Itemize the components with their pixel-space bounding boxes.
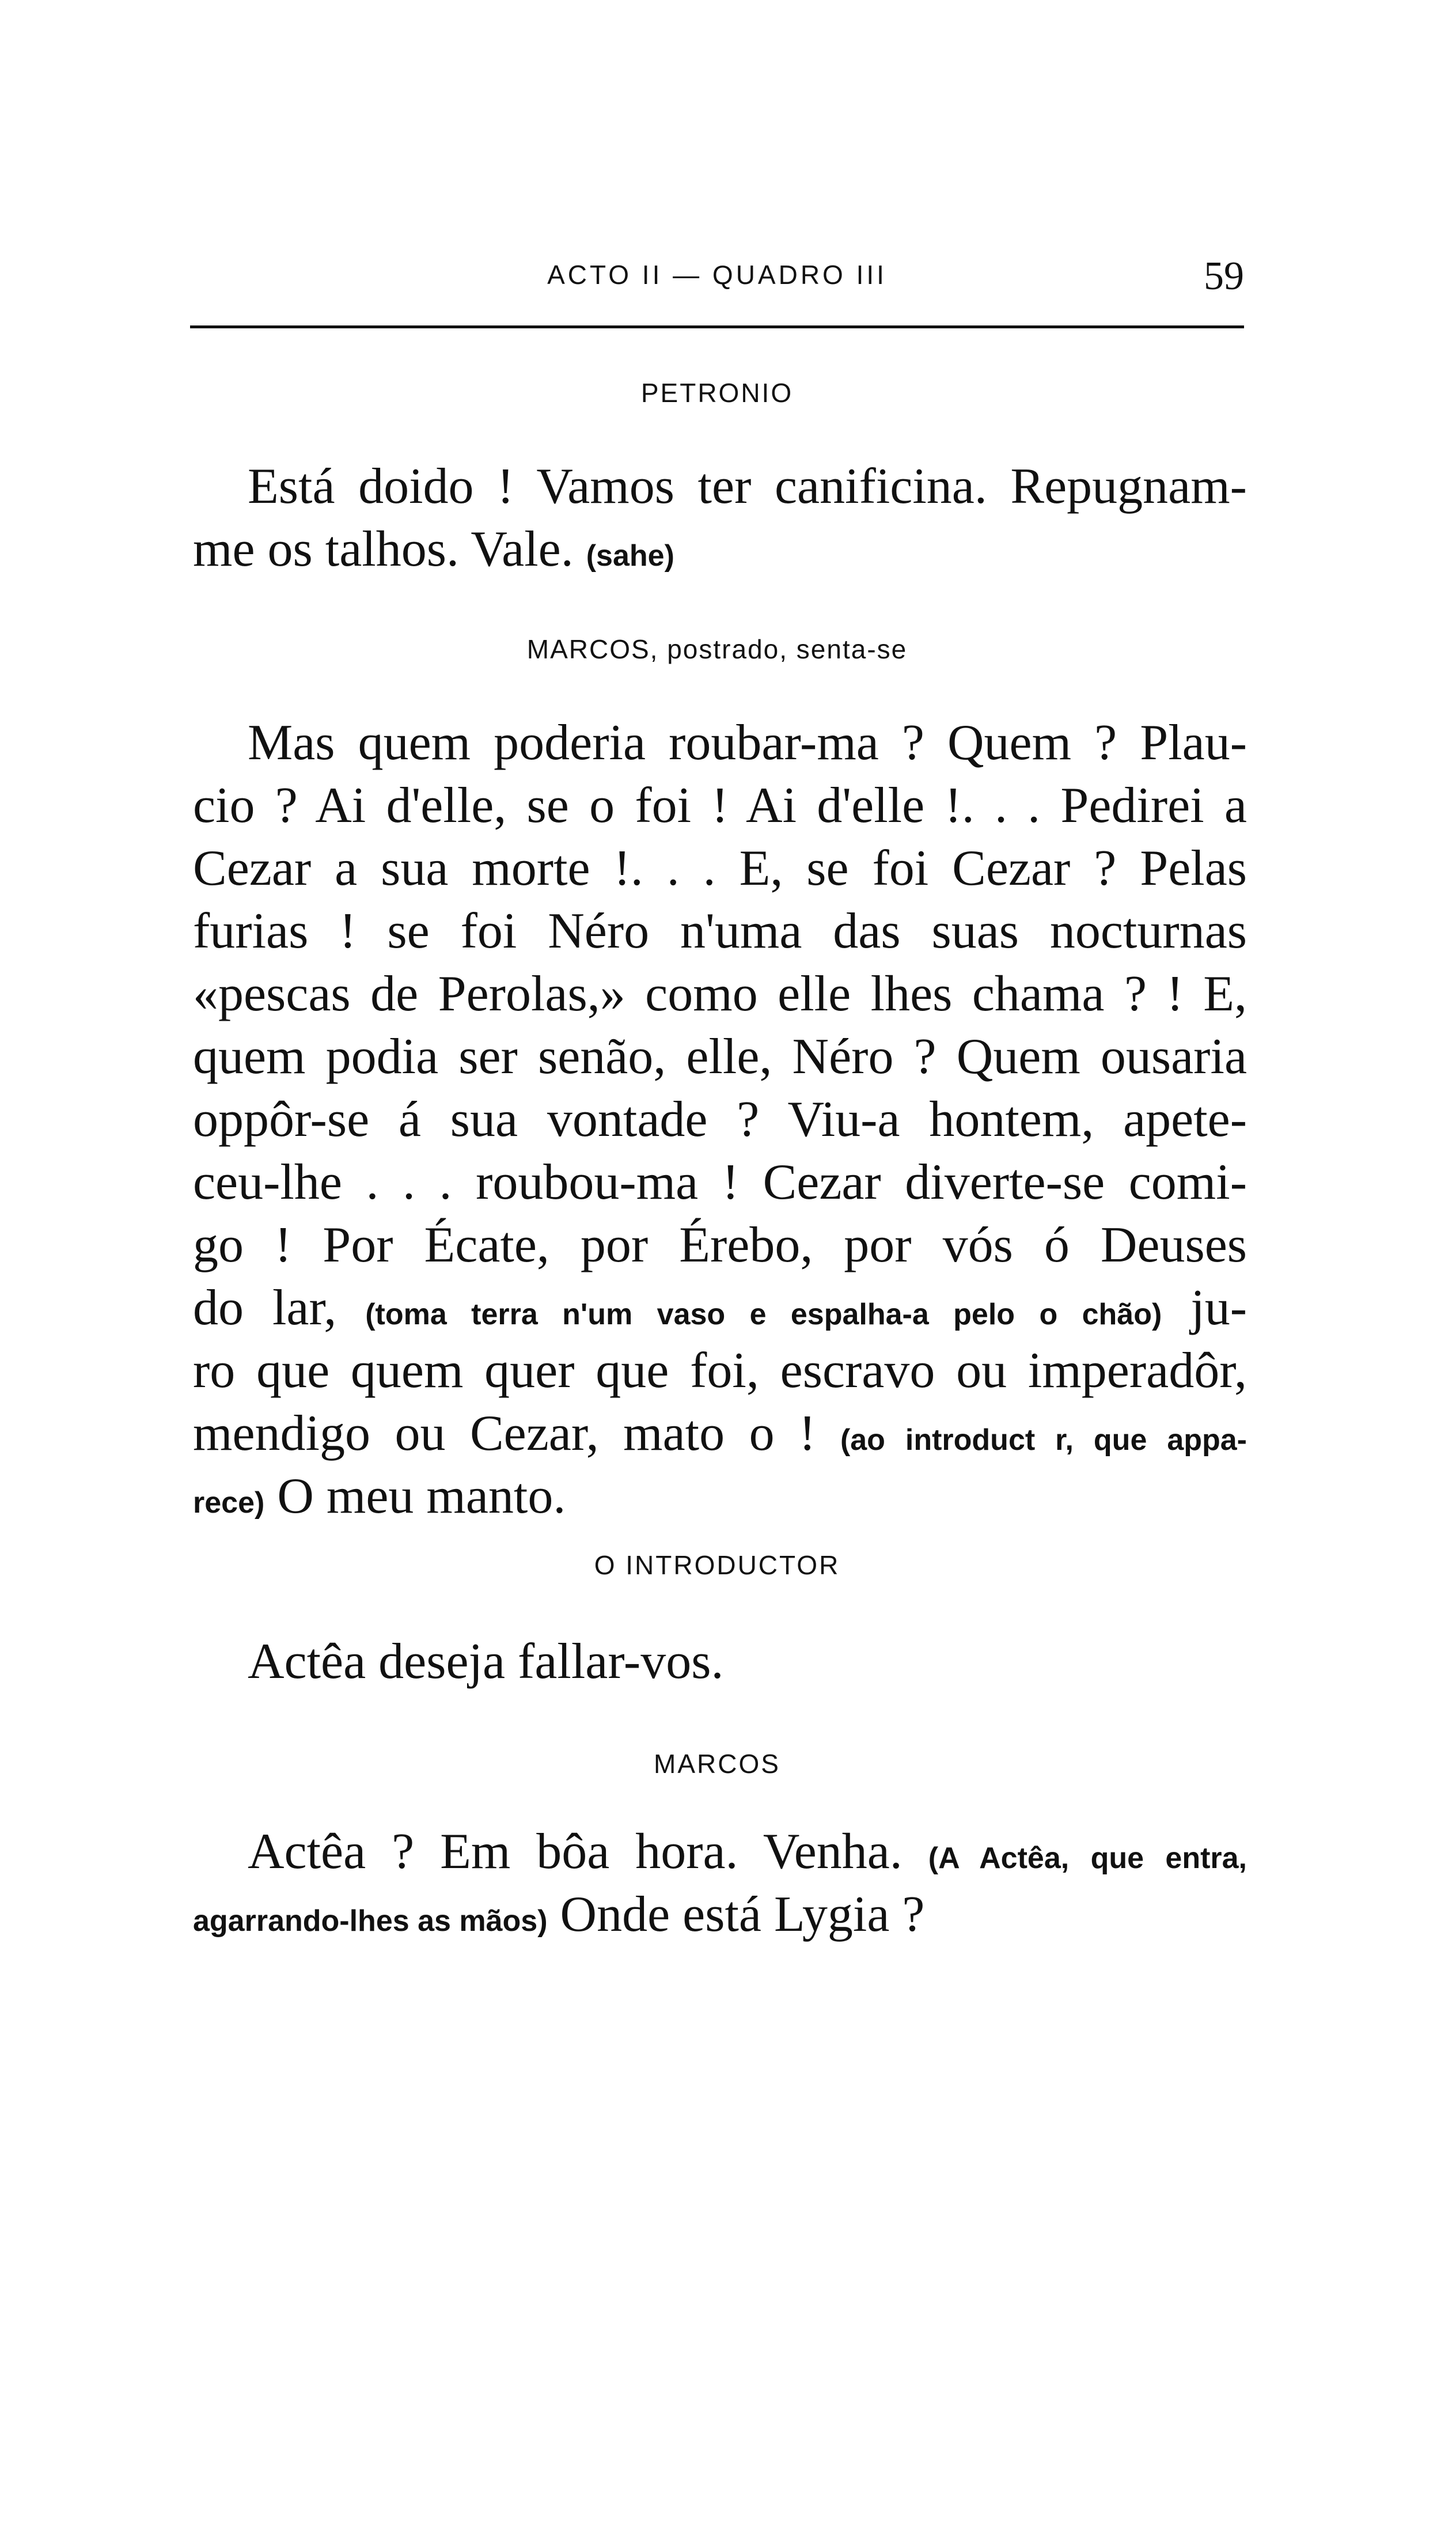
stage-direction: (sahe) bbox=[586, 539, 674, 573]
speaker-heading bbox=[190, 634, 1244, 665]
speaker-name: PETRONIO bbox=[640, 378, 794, 408]
text-line bbox=[193, 1088, 1247, 1151]
page-number: 59 bbox=[1204, 254, 1244, 298]
dialogue-text: cio ? Ai d'elle, se o foi ! Ai d'elle !. . . Pedirei a bbox=[193, 778, 1247, 834]
speaker-name: O INTRODUCTOR bbox=[594, 1550, 840, 1580]
dialogue-text: Onde está Lygia ? bbox=[547, 1886, 925, 1942]
dialogue-text: Mas quem poderia roubar-ma ? Quem ? Plau- bbox=[248, 715, 1247, 771]
running-head bbox=[190, 253, 1244, 305]
text-line bbox=[193, 1025, 1247, 1088]
dialogue-text: ceu-lhe . . . roubou-ma ! Cezar diverte-se comi- bbox=[193, 1154, 1247, 1210]
dialogue-text: Está doido ! Vamos ter canificina. Repugnam- bbox=[248, 459, 1247, 514]
text-line bbox=[193, 1820, 1247, 1883]
text-line bbox=[193, 518, 1247, 581]
text-line bbox=[193, 1465, 1247, 1528]
text-line bbox=[193, 774, 1247, 837]
speech bbox=[193, 711, 1247, 1528]
text-line bbox=[193, 900, 1247, 963]
dialogue-text: O meu manto. bbox=[264, 1468, 566, 1524]
dialogue-text: ro que quem quer que foi, escravo ou imperadôr, bbox=[193, 1343, 1247, 1399]
text-line bbox=[193, 963, 1247, 1025]
text-line bbox=[193, 1151, 1247, 1214]
dialogue-text: quem podia ser senão, elle, Néro ? Quem ousaria bbox=[193, 1029, 1247, 1085]
dialogue-text: Actêa deseja fallar-vos. bbox=[248, 1634, 724, 1689]
text-line bbox=[193, 1402, 1247, 1465]
text-line bbox=[193, 1339, 1247, 1402]
dialogue-text: «pescas de Perolas,» como elle lhes chama ? ! E, bbox=[193, 966, 1247, 1022]
speech bbox=[193, 1630, 1247, 1693]
dialogue-text: me os talhos. Vale. bbox=[193, 521, 586, 577]
dialogue-text: go ! Por Écate, por Érebo, por vós ó Deuses bbox=[193, 1217, 1247, 1273]
running-title: ACTO II — QUADRO III bbox=[547, 260, 887, 290]
dialogue-text: Actêa ? Em bôa hora. Venha. bbox=[248, 1824, 928, 1880]
dialogue-text: Cezar a sua morte !. . . E, se foi Cezar ? Pelas bbox=[193, 840, 1247, 896]
stage-direction: (toma terra n'um vaso e espalha-a pelo o chão) bbox=[365, 1298, 1162, 1331]
speech bbox=[193, 1820, 1247, 1946]
speaker-name: MARCOS bbox=[654, 1749, 780, 1779]
text-line bbox=[193, 837, 1247, 900]
text-line bbox=[193, 1276, 1247, 1339]
speaker-name: MARCOS, bbox=[526, 634, 659, 664]
text-line bbox=[193, 1883, 1247, 1946]
text-line bbox=[193, 1214, 1247, 1276]
dialogue-text: do lar, bbox=[193, 1280, 366, 1336]
header-rule bbox=[190, 325, 1244, 328]
dialogue-text: furias ! se foi Néro n'uma das suas nocturnas bbox=[193, 903, 1247, 959]
text-line bbox=[193, 1630, 1247, 1693]
dialogue-text: mendigo ou Cezar, mato o ! bbox=[193, 1406, 840, 1461]
stage-direction: (ao introduct r, que appa- bbox=[840, 1423, 1248, 1457]
speech bbox=[193, 455, 1247, 581]
stage-direction: (A Actêa, que entra, bbox=[928, 1842, 1248, 1875]
dialogue-text: ju- bbox=[1162, 1280, 1247, 1336]
stage-direction: rece) bbox=[193, 1486, 265, 1520]
stage-direction: postrado, senta-se bbox=[667, 634, 908, 664]
stage-direction: agarrando-lhes as mãos) bbox=[193, 1904, 548, 1938]
text-line bbox=[193, 455, 1247, 518]
text-line bbox=[193, 711, 1247, 774]
dialogue-text: oppôr-se á sua vontade ? Viu-a hontem, apete- bbox=[193, 1092, 1247, 1147]
